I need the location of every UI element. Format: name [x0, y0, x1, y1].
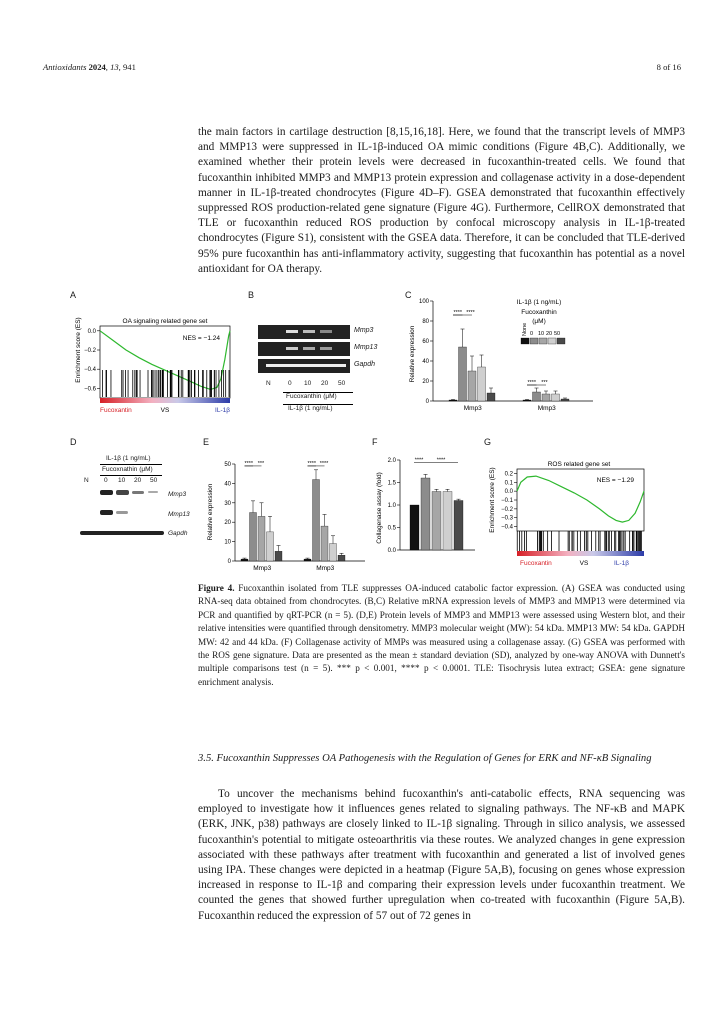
- legend-swatch: [557, 338, 565, 344]
- bar: [258, 516, 265, 561]
- significance-label: ****: [319, 460, 329, 467]
- base-treatment-label: IL-1β (1 ng/mL): [288, 405, 333, 412]
- caption-text: Fucoxanthin isolated from TLE suppresses OA-induced catabolic factor expression. (A) GSEA was conducted using RNA-seq data obtained from chondrocytes. (B,C) Relative mRNA expression levels of MMP3 and MMP13 were determined via PCR and quantified by qRT-PCR (n = 5). (D,E) Protein levels of MMP3 and MMP13 were assessed using Western blot, and their relative intensities were quantified through densitometry. MMP3 molecular weight (MW): 54 kDa. MMP13 MW: 54 kDa. GAPDH MW: 42 and 44 kDa. (F) Collagenase activity of MMPs was measured using a collagenase assay. (G) GSEA was performed with the ROS gene signature. Data are presented as the mean ± standard deviation (SD), analyzed by one-way ANOVA with Dunnett's multiple comparisons test (n = 5). *** p < 0.001, **** p < 0.0001. TLE: Tisochrysis lutea extract; GSEA: gene signature enrichment analysis.: [198, 583, 686, 687]
- blot-subtitle: Fucoxnathin (μM): [102, 466, 153, 473]
- bars: [449, 310, 569, 412]
- y-tick-label: 0: [227, 559, 231, 565]
- blot-title: IL-1β (1 ng/mL): [106, 455, 151, 462]
- bar: [410, 505, 419, 550]
- legend-swatch: [530, 338, 538, 344]
- y-tick-label: 0.0: [504, 489, 513, 496]
- y-tick-label: 50: [224, 462, 231, 468]
- blot-gene-gapdh: Gapdh: [168, 530, 188, 537]
- gene-label-mmp3: Mmp3: [354, 327, 374, 334]
- paragraph-text: the main factors in cartilage destruction [8,15,16,18]. Here, we found that the transcript levels of MMP3 and MMP13 were suppressed in IL-1β-induced OA mimic conditions (Figure 4B,C). Additionally, we examined whether their protein levels were decreased in fucoxanthin-treated cells. We found that fucoxanthin inhibited MMP3 and MMP13 protein expression and collagenase activity in a dose-dependent manner in IL-1β-treated chondrocytes (Figure 4D–F). GSEA demonstrated that fucoxanthin effectively suppressed ROS production-related gene signature (Figure 4G). Furthermore, CellROX demonstrated that TLE or fucoxanthin reduced ROS production by confocal microscopy analysis in IL-1β-treated chondrocytes (Figure S1), consistent with the GSEA data. Therefore, it can be concluded that TLE-derived 95% pure fucoxanthin has anti-inflammatory activity, suggesting that fucoxanthin has potential as a novel antioxidant for OA therapy.: [198, 126, 685, 275]
- y-tick-label: 10: [224, 539, 231, 546]
- y-tick-label: 0: [425, 399, 429, 405]
- y-axis-label: Collagenase assay (fold): [376, 472, 383, 544]
- gel-band-gapdh: [258, 359, 350, 373]
- y-tick-label: −0.1: [501, 498, 513, 504]
- blot-gene-mmp13: Mmp13: [168, 511, 190, 518]
- panel-letter-e: E: [203, 437, 210, 447]
- axes: [224, 462, 365, 565]
- gel-band-mmp3: [258, 325, 350, 339]
- panel-d-western-blot: IL-1β (1 ng/mL) Fucoxnathin (μM) N 0 10 20 50 Mmp3 Mmp13 Gapdh: [78, 455, 198, 555]
- significance-label: ****: [527, 380, 537, 386]
- legend-swatch: [548, 338, 556, 344]
- rank-gradient-bar: [517, 551, 644, 556]
- panel-f-bar-chart: [372, 450, 482, 575]
- body-paragraph-2: [198, 787, 685, 924]
- y-tick-label: 0.0: [87, 328, 96, 335]
- gene-label-mmp13: Mmp13: [354, 344, 378, 351]
- bar: [321, 526, 328, 561]
- significance-label: ***: [541, 380, 548, 386]
- legend-dose: 20: [546, 331, 553, 337]
- hit-barcode: [102, 370, 229, 397]
- panel-a-gsea-plot: [70, 298, 240, 418]
- y-tick-label: 1.0: [387, 503, 396, 509]
- significance-label: ***: [257, 460, 265, 467]
- y-ticks: [501, 471, 517, 530]
- bar: [542, 394, 550, 401]
- significance-label: ****: [414, 457, 424, 464]
- panel-g-gsea-plot: [484, 452, 654, 570]
- bar: [421, 478, 430, 550]
- panel-letter-c: C: [405, 290, 412, 300]
- category-label: Mmp3: [537, 405, 556, 412]
- bar: [478, 367, 486, 401]
- y-tick-label: −0.6: [84, 386, 96, 393]
- bar: [338, 555, 345, 561]
- y-axis-label: Enrichment score (ES): [489, 467, 496, 533]
- bar: [487, 393, 495, 401]
- y-tick-label: −0.4: [84, 367, 96, 374]
- bars: [241, 461, 345, 572]
- significance-label: ****: [244, 460, 254, 467]
- significance-label: ****: [436, 457, 446, 464]
- bar: [275, 551, 282, 561]
- figure-caption: [198, 582, 685, 689]
- y-tick-label: 1.5: [387, 480, 396, 487]
- gel-band-mmp13: [258, 342, 350, 356]
- bar: [304, 559, 311, 561]
- bar: [468, 371, 476, 401]
- bars: [410, 457, 463, 550]
- x-mid-label: VS: [579, 560, 589, 567]
- running-header: [43, 62, 681, 76]
- legend-none: None: [522, 322, 528, 336]
- y-axis-label: Enrichment score (ES): [75, 317, 82, 383]
- y-axis-label: Relative expression: [207, 483, 214, 541]
- x-mid-label: VS: [160, 407, 170, 414]
- panel-letter-f: F: [372, 437, 378, 447]
- y-tick-label: 100: [418, 299, 429, 305]
- category-label: Mmp3: [316, 565, 335, 572]
- blot-band-mmp13: [80, 508, 164, 518]
- x-left-label: Fucoxantin: [520, 560, 552, 567]
- rank-gradient-bar: [100, 398, 230, 403]
- y-tick-label: 60: [422, 339, 429, 345]
- y-tick-label: −0.3: [501, 515, 513, 522]
- blot-gene-mmp3: Mmp3: [168, 491, 187, 498]
- section-heading: 3.5. Fucoxanthin Suppresses OA Pathogenesis with the Regulation of Genes for ERK and NF-κB Signaling: [198, 753, 652, 764]
- significance-label: ****: [466, 310, 475, 316]
- panel-letter-g: G: [484, 437, 492, 447]
- chart-title: ROS related gene set: [547, 461, 611, 468]
- panel-e-bar-chart: [203, 450, 368, 575]
- legend-subtitle: Fucoxanthin: [521, 309, 557, 316]
- y-tick-label: −0.4: [501, 524, 513, 531]
- y-tick-label: −0.2: [84, 348, 96, 354]
- bar: [330, 544, 337, 561]
- blot-band-mmp3: [80, 488, 164, 498]
- y-tick-label: 20: [224, 520, 231, 527]
- legend: [517, 299, 565, 344]
- legend-dose: 50: [554, 331, 561, 337]
- y-tick-label: 0.0: [387, 548, 396, 554]
- y-tick-label: 80: [422, 319, 429, 325]
- panel-letter-a: A: [70, 290, 77, 300]
- treatment-label: Fucoxanthin (μM): [286, 393, 337, 400]
- x-right-label: IL-1β: [614, 560, 629, 567]
- nes-annotation: NES = −1.29: [596, 477, 634, 484]
- journal-citation: Antioxidants 2024, 13, 941: [43, 62, 136, 72]
- legend-unit: (μM): [532, 318, 546, 325]
- y-tick-label: 40: [422, 359, 429, 365]
- panel-c-bar-chart: [405, 296, 595, 421]
- y-tick-label: 0.2: [504, 471, 513, 478]
- bar: [533, 392, 541, 401]
- y-tick-label: 20: [422, 379, 429, 385]
- caption-label: Figure 4.: [198, 583, 235, 593]
- category-label: Mmp3: [463, 405, 482, 412]
- bar: [459, 347, 467, 401]
- panel-letter-b: B: [248, 290, 255, 300]
- significance-label: ****: [307, 460, 317, 467]
- x-right-label: IL-1β: [215, 407, 230, 414]
- category-label: Mmp3: [253, 565, 272, 572]
- bar: [454, 501, 463, 551]
- y-tick-label: −0.2: [501, 506, 513, 513]
- axes: [419, 299, 593, 405]
- y-tick-label: 30: [224, 500, 231, 507]
- bar: [267, 532, 274, 561]
- body-paragraph-1: [198, 125, 685, 277]
- bar: [313, 480, 320, 561]
- bar: [432, 492, 441, 551]
- bar: [523, 400, 531, 401]
- chart-title: OA signaling related gene set: [122, 318, 208, 325]
- y-tick-label: 40: [224, 481, 231, 488]
- legend-dose: 10: [538, 331, 545, 337]
- hit-barcode: [517, 531, 641, 551]
- panel-b-pcr-gel: Mmp3 Mmp13 Gapdh N 0 10 20 50 Fucoxanthin (μM) IL-1β (1 ng/mL): [258, 325, 388, 425]
- significance-label: ****: [453, 310, 463, 316]
- y-tick-label: 0.5: [387, 525, 396, 532]
- gene-label-gapdh: Gapdh: [354, 361, 376, 368]
- bar: [561, 399, 569, 401]
- legend-swatch: [539, 338, 547, 344]
- page-number: 8 of 16: [656, 62, 681, 72]
- legend-dose: 0: [530, 331, 534, 337]
- legend-swatch: [521, 338, 529, 344]
- y-axis-label: Relative expression: [409, 325, 416, 383]
- bar: [241, 559, 248, 561]
- panel-letter-d: D: [70, 437, 77, 447]
- y-tick-label: 2.0: [387, 458, 396, 464]
- y-tick-label: 0.1: [504, 480, 513, 487]
- x-left-label: Fucoxantin: [100, 407, 132, 414]
- bar: [449, 400, 457, 401]
- blot-band-gapdh: [80, 528, 164, 538]
- paragraph-text: To uncover the mechanisms behind fucoxanthin's anti-catabolic effects, RNA sequencing was employed to investigate how it influences genes related to signaling pathways. The NF-κB and MAPK (ERK, JNK, p38) pathways are closely linked to IL-1β signaling. Through in silico analysis, we assessed fucoxanthin's potential to mitigate osteoarthritis via these routes. We analyzed changes in gene expression associated with these pathways after treatment with fucoxanthin and generated a list of involved genes using IPA. These changes were depicted in a heatmap (Figure 5A,B), focusing on genes whose expression increased in response to IL-1β and comparing their expression levels under fucoxanthin treatment. We counted the genes that showed further upregulation when co-treated with fucoxanthin (Figure 5A,B). Fucoxanthin reduced the expression of 57 out of 72 genes in: [198, 788, 685, 922]
- legend-title: IL-1β (1 ng/mL): [516, 299, 562, 306]
- nes-annotation: NES = −1.24: [182, 335, 220, 342]
- bar: [443, 492, 452, 551]
- bar: [552, 394, 560, 401]
- bar: [250, 513, 257, 562]
- y-ticks: [84, 329, 100, 393]
